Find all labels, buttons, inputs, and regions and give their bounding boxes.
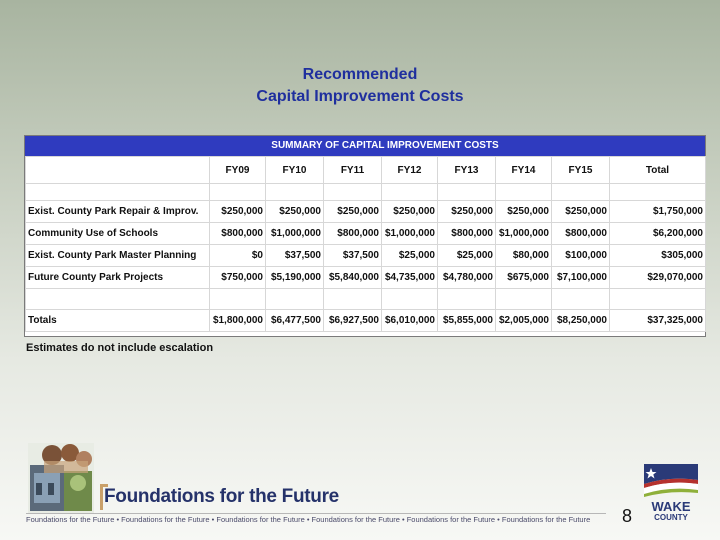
totals-label: Totals — [26, 310, 210, 332]
table-cell: $250,000 — [324, 201, 382, 223]
table-cell: $1,000,000 — [266, 223, 324, 245]
table-cell: $37,500 — [324, 245, 382, 267]
table-header: SUMMARY OF CAPITAL IMPROVEMENT COSTS — [25, 136, 705, 156]
table-cell: $5,840,000 — [324, 267, 382, 289]
totals-cell: $8,250,000 — [552, 310, 610, 332]
page-number: 8 — [622, 506, 633, 526]
table-cell: $37,500 — [266, 245, 324, 267]
spacer-row — [26, 184, 706, 201]
row-label: Community Use of Schools — [26, 223, 210, 245]
table-cell: $800,000 — [552, 223, 610, 245]
table-cell: $80,000 — [496, 245, 552, 267]
table-cell: $250,000 — [552, 201, 610, 223]
row-label: Exist. County Park Repair & Improv. — [26, 201, 210, 223]
table-cell: $4,735,000 — [382, 267, 438, 289]
wake-county-logo-icon — [640, 462, 700, 528]
column-header-fy13: FY13 — [438, 157, 496, 184]
table-row — [26, 201, 706, 223]
table-row — [26, 223, 706, 245]
table-cell: $25,000 — [438, 245, 496, 267]
column-header-row — [26, 157, 706, 184]
table-cell: $1,000,000 — [496, 223, 552, 245]
table-cell: $800,000 — [210, 223, 266, 245]
column-header-total: Total — [610, 157, 706, 184]
table-cell: $250,000 — [438, 201, 496, 223]
cost-table — [25, 156, 706, 332]
column-header-fy09: FY09 — [210, 157, 266, 184]
totals-cell: $6,477,500 — [266, 310, 324, 332]
spacer-row — [26, 289, 706, 310]
column-header-fy15: FY15 — [552, 157, 610, 184]
column-header-fy10: FY10 — [266, 157, 324, 184]
table-cell: $0 — [210, 245, 266, 267]
column-header-fy14: FY14 — [496, 157, 552, 184]
totals-cell: $1,800,000 — [210, 310, 266, 332]
table-cell: $800,000 — [438, 223, 496, 245]
table-cell: $750,000 — [210, 267, 266, 289]
column-header-fy11: FY11 — [324, 157, 382, 184]
totals-cell: $6,010,000 — [382, 310, 438, 332]
escalation-note: Estimates do not include escalation — [26, 342, 214, 354]
row-label: Exist. County Park Master Planning — [26, 245, 210, 267]
table-cell-total: $305,000 — [610, 245, 706, 267]
footer-tagline: Foundations for the Future • Foundations for the Future • Foundations for the Future • Foundations for the Future • Foundations for the Future • Foundations for the Future — [26, 515, 591, 524]
table-cell: $25,000 — [382, 245, 438, 267]
table-row — [26, 245, 706, 267]
table-cell: $800,000 — [324, 223, 382, 245]
column-header-fy12: FY12 — [382, 157, 438, 184]
totals-cell-grand: $37,325,000 — [610, 310, 706, 332]
table-cell: $250,000 — [382, 201, 438, 223]
photo-collage-image — [28, 443, 94, 513]
footer-divider — [26, 513, 606, 514]
cost-summary-table — [24, 135, 706, 337]
county-text: COUNTY — [654, 513, 688, 522]
table-cell: $250,000 — [266, 201, 324, 223]
table-cell: $7,100,000 — [552, 267, 610, 289]
brand-name: Foundations for the Future — [104, 486, 339, 507]
title-line-1: Recommended — [302, 66, 418, 83]
table-cell: $250,000 — [210, 201, 266, 223]
table-row — [26, 267, 706, 289]
table-cell: $675,000 — [496, 267, 552, 289]
table-cell: $100,000 — [552, 245, 610, 267]
title-line-2: Capital Improvement Costs — [256, 88, 464, 105]
table-cell: $1,000,000 — [382, 223, 438, 245]
table-cell: $250,000 — [496, 201, 552, 223]
table-cell-total: $1,750,000 — [610, 201, 706, 223]
table-cell: $5,190,000 — [266, 267, 324, 289]
column-header — [26, 157, 210, 184]
table-cell: $4,780,000 — [438, 267, 496, 289]
wake-text: WAKE — [651, 499, 691, 514]
totals-cell: $2,005,000 — [496, 310, 552, 332]
totals-row — [26, 310, 706, 332]
table-cell-total: $6,200,000 — [610, 223, 706, 245]
slide-title — [0, 64, 720, 108]
totals-cell: $5,855,000 — [438, 310, 496, 332]
totals-cell: $6,927,500 — [324, 310, 382, 332]
table-cell-total: $29,070,000 — [610, 267, 706, 289]
row-label: Future County Park Projects — [26, 267, 210, 289]
